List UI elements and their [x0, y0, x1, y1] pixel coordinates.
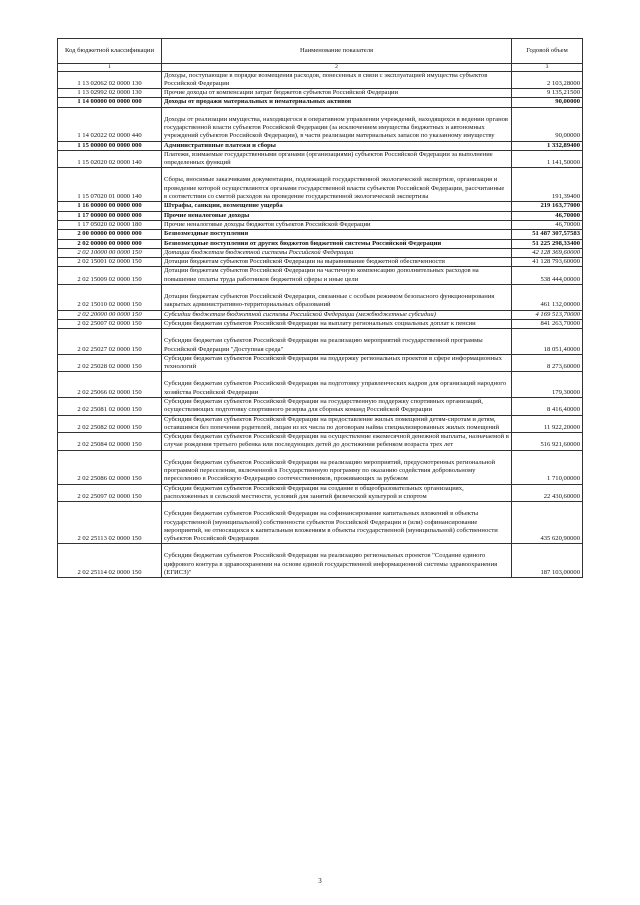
page-number: 3 [318, 877, 322, 885]
row-name: Доходы от продажи материальных и нематериальных активов [162, 98, 512, 107]
table-row [58, 319, 583, 328]
table-row [58, 372, 583, 398]
row-name: Дотации бюджетам субъектов Российской Федерации на частичную компенсацию дополнительных расходов на повышение оплаты труда работников бюджетной сферы и иные цели [162, 267, 512, 285]
row-code: 2 02 15010 02 0000 150 [58, 285, 162, 311]
row-code: 1 15 02020 02 0000 140 [58, 150, 162, 168]
row-code: 2 02 25086 02 0000 150 [58, 450, 162, 484]
table-row [58, 329, 583, 355]
row-code: 2 02 25066 02 0000 150 [58, 372, 162, 398]
row-amount: 18 051,40000 [512, 329, 583, 355]
table-row [58, 398, 583, 416]
row-amount: 516 921,60000 [512, 433, 583, 451]
row-name: Субсидии бюджетам субъектов Российской Федерации на подготовку управленческих кадров для организаций народного хозяйства Российской Федерации [162, 372, 512, 398]
row-code: 1 17 00000 00 0000 000 [58, 211, 162, 220]
table-row [58, 544, 583, 578]
table-row [58, 98, 583, 107]
row-amount: 1 332,89400 [512, 141, 583, 150]
row-code: 2 00 00000 00 0000 000 [58, 230, 162, 239]
row-amount: 51 487 307,57583 [512, 230, 583, 239]
table-header [58, 39, 583, 72]
row-amount: 51 225 298,33400 [512, 239, 583, 248]
row-amount: 41 128 793,60000 [512, 258, 583, 267]
row-name: Дотации бюджетам субъектов Российской Федерации, связанные с особым режимом безопасного функционирования закрытых административно-территориальных образований [162, 285, 512, 311]
budget-table [57, 38, 583, 578]
row-code: 2 02 15009 02 0000 150 [58, 267, 162, 285]
row-code: 1 16 00000 00 0000 000 [58, 202, 162, 211]
table-row [58, 150, 583, 168]
header-code: Код бюджетной классификации [58, 39, 162, 64]
row-name: Субсидии бюджетам субъектов Российской Федерации на осуществление ежемесячной денежной выплаты, назначаемой в случае рождения третьего ребенка или последующих детей до достижения ребенком возраста трех лет [162, 433, 512, 451]
row-amount: 1 710,00000 [512, 450, 583, 484]
row-code: 1 15 07020 01 0000 140 [58, 168, 162, 202]
column-number-2: 2 [162, 64, 512, 72]
header-row [58, 39, 583, 64]
table-row [58, 484, 583, 502]
table-body [58, 71, 583, 578]
row-name: Субсидии бюджетам бюджетной системы Российской Федерации (межбюджетные субсидии) [162, 310, 512, 319]
table-row [58, 211, 583, 220]
table-row [58, 230, 583, 239]
row-amount: 42 128 369,60000 [512, 248, 583, 257]
row-code: 2 02 00000 00 0000 000 [58, 239, 162, 248]
table-row [58, 89, 583, 98]
row-amount: 1 141,50000 [512, 150, 583, 168]
row-name: Субсидии бюджетам субъектов Российской Федерации на поддержку региональных проектов в сфере информационных технологий [162, 354, 512, 372]
row-code: 2 02 25007 02 0000 150 [58, 319, 162, 328]
row-code: 2 02 25113 02 0000 150 [58, 502, 162, 544]
row-name: Субсидии бюджетам субъектов Российской Федерации на реализацию мероприятий государственной программы Российской Федерации "Доступная среда" [162, 329, 512, 355]
table-row [58, 248, 583, 257]
table-row [58, 415, 583, 433]
row-code: 1 14 00000 00 0000 000 [58, 98, 162, 107]
row-name: Платежи, взимаемые государственными органами (организациями) субъектов Российской Федерации за выполнение определенных функций [162, 150, 512, 168]
row-amount: 8 273,60000 [512, 354, 583, 372]
row-name: Дотации бюджетам бюджетной системы Российской Федерации [162, 248, 512, 257]
row-name: Субсидии бюджетам субъектов Российской Федерации на создание в общеобразовательных организациях, расположенных в сельской местности, условий для занятий физической культурой и спортом [162, 484, 512, 502]
row-amount: 219 163,77000 [512, 202, 583, 211]
table-row [58, 141, 583, 150]
row-amount: 4 169 513,70000 [512, 310, 583, 319]
row-name: Доходы, поступающие в порядке возмещения расходов, понесенных в связи с эксплуатацией имущества субъектов Российской Федерации [162, 71, 512, 89]
table-row [58, 310, 583, 319]
row-code: 1 15 00000 00 0000 000 [58, 141, 162, 150]
table-row [58, 354, 583, 372]
row-code: 2 02 25081 02 0000 150 [58, 398, 162, 416]
row-name: Субсидии бюджетам субъектов Российской Федерации на реализацию региональных проектов "Создание единого цифрового контура в здравоохранении на основе единой государственной информационной системы здравоохранения (ЕГИСЗ)" [162, 544, 512, 578]
row-name: Субсидии бюджетам субъектов Российской Федерации на реализацию мероприятий, предусмотренных региональной программой переселения, включенной в Государственную программу по оказанию содействия добровольному переселению в Российскую Федерацию соотечественников, проживающих за рубежом [162, 450, 512, 484]
row-name: Субсидии бюджетам субъектов Российской Федерации на предоставление жилых помещений детям-сиротам и детям, оставшимся без попечения родителей, лицам из их числа по договорам найма специализированных жилых помещений [162, 415, 512, 433]
row-code: 2 02 25082 02 0000 150 [58, 415, 162, 433]
row-name: Субсидии бюджетам субъектов Российской Федерации на софинансирование капитальных вложений в объекты государственной (муниципальной) собственности субъектов Российской Федерации и (или) софинансирование мероприятий, не относящихся к капитальным вложениям в объекты государственной (муниципальной) собственности субъектов Российской Федерации [162, 502, 512, 544]
table-row [58, 285, 583, 311]
row-amount: 538 444,00000 [512, 267, 583, 285]
row-amount: 179,30000 [512, 372, 583, 398]
row-name: Административные платежи и сборы [162, 141, 512, 150]
row-name: Прочие неналоговые доходы бюджетов субъектов Российской Федерации [162, 220, 512, 229]
row-name: Дотации бюджетам субъектов Российской Федерации на выравнивание бюджетной обеспеченности [162, 258, 512, 267]
row-amount: 46,70000 [512, 211, 583, 220]
row-name: Субсидии бюджетам субъектов Российской Федерации на государственную поддержку спортивных организаций, осуществляющих подготовку спортивного резерва для сборных команд Российской Федерации [162, 398, 512, 416]
header-name: Наименование показателя [162, 39, 512, 64]
row-name: Штрафы, санкции, возмещение ущерба [162, 202, 512, 211]
row-code: 1 17 05020 02 0000 180 [58, 220, 162, 229]
column-number-row [58, 64, 583, 72]
row-code: 1 14 02022 02 0000 440 [58, 107, 162, 141]
row-code: 2 02 25084 02 0000 150 [58, 433, 162, 451]
table-row [58, 107, 583, 141]
row-amount: 2 103,28000 [512, 71, 583, 89]
row-code: 2 02 15001 02 0000 150 [58, 258, 162, 267]
row-amount: 22 430,60000 [512, 484, 583, 502]
row-amount: 191,39400 [512, 168, 583, 202]
header-amount: Годовой объем [512, 39, 583, 64]
row-name: Субсидии бюджетам субъектов Российской Федерации на выплату региональных социальных доплат к пенсии [162, 319, 512, 328]
row-code: 2 02 20000 00 0000 150 [58, 310, 162, 319]
row-code: 2 02 25097 02 0000 150 [58, 484, 162, 502]
table-row [58, 433, 583, 451]
row-amount: 435 620,90000 [512, 502, 583, 544]
row-amount: 187 103,00000 [512, 544, 583, 578]
column-number-1: 1 [58, 64, 162, 72]
table-row [58, 168, 583, 202]
row-name: Прочие доходы от компенсации затрат бюджетов субъектов Российской Федерации [162, 89, 512, 98]
row-amount: 841 263,70000 [512, 319, 583, 328]
table-row [58, 450, 583, 484]
row-code: 2 02 25027 02 0000 150 [58, 329, 162, 355]
row-amount: 9 135,21500 [512, 89, 583, 98]
row-name: Сборы, вносимые заказчиками документации, подлежащей государственной экологической экспертизе, организация и проведение которой осуществляются органами государственной власти субъектов Российской Федерации, рассчитанные в соответствии со сметой расходов на проведение государственной экологической экспертизы [162, 168, 512, 202]
row-name: Доходы от реализации имущества, находящегося в оперативном управлении учреждений, находящихся в ведении органов государственной власти субъектов Российской Федерации (за исключением имущества бюджетных и автономных учреждений субъектов Российской Федерации), в части реализации материальных запасов по указанному имуществу [162, 107, 512, 141]
row-amount: 8 416,40000 [512, 398, 583, 416]
table-row [58, 220, 583, 229]
table-row [58, 267, 583, 285]
row-name: Прочие неналоговые доходы [162, 211, 512, 220]
row-code: 2 02 25114 02 0000 150 [58, 544, 162, 578]
row-code: 2 02 25028 02 0000 150 [58, 354, 162, 372]
row-code: 1 13 02992 02 0000 130 [58, 89, 162, 98]
table-row [58, 239, 583, 248]
row-code: 2 02 10000 00 0000 150 [58, 248, 162, 257]
row-name: Безвозмездные поступления от других бюджетов бюджетной системы Российской Федерации [162, 239, 512, 248]
table-row [58, 502, 583, 544]
row-amount: 11 922,20000 [512, 415, 583, 433]
row-code: 1 13 02062 02 0000 130 [58, 71, 162, 89]
table-row [58, 202, 583, 211]
row-amount: 46,70000 [512, 220, 583, 229]
table-row [58, 71, 583, 89]
row-name: Безвозмездные поступления [162, 230, 512, 239]
row-amount: 90,00000 [512, 107, 583, 141]
row-amount: 90,00000 [512, 98, 583, 107]
table-row [58, 258, 583, 267]
row-amount: 461 132,00000 [512, 285, 583, 311]
column-number-3: 3 [512, 64, 583, 72]
